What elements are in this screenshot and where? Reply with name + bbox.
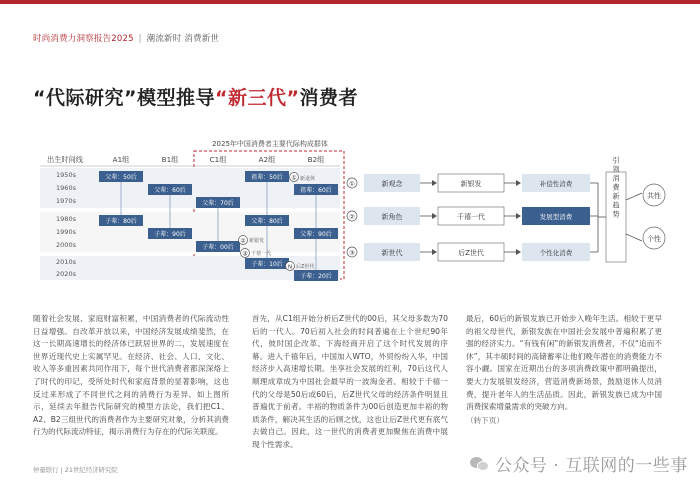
flow-row2-num: ② [349, 213, 355, 221]
flow-row1-label: 新观念 [381, 180, 403, 188]
b2-parent-label: 父辈：90后 [300, 231, 332, 238]
body-paragraph-3: 最后，60后的新银发族已开始步入晚年生活。相较于更早的祖父母世代，新银发族在中国社会发展中普遍积累了更强的经济实力。“有钱有闲”的新银发消费者，不仅“追而不休”，其丰硕时间的高储蓄率让他们晚年潜在的消费能力不容小觑。国家在近期出台的多项消费政策中都明确提出，要大力发展银发经济，营造消费新场景，鼓励退休人员消费，提升老年人的生活品质。因此，新银发族已成为中国消费探索增量需求的突破方向。 [466, 314, 662, 412]
birth-timeline-header: 出生时间线 [47, 155, 83, 164]
footer-credits: 仲量联行 | 21世纪经济研究院 [33, 466, 118, 474]
body-paragraph-1: 随着社会发展、家庭财富积累，中国消费者的代际流动性日益增强。自改革开放以来，中国经济发展成绩斐然，在这一长期高速增长的经济体已跃居世界的二，发展速度在世界近现代史上实属罕见。在经济、社会、人口、文化、收入等多重因素共同作用下，每个世代消费者都深深烙上了时代的印记，受所处时代和家庭背景的显著影响，这也反过来形成了不同世代之间的消费行为差异。如上图所示，延续去年报告代际研究的模型方法论，我们把C1、A2、B2三组世代的消费者作为主要研究对象，分析其消费行为的代际流动特征，揭示消费行为存在的代际关联度。 [33, 314, 229, 437]
body-column-2 [252, 313, 448, 452]
marker-n-letter: N [287, 264, 293, 271]
group-a1-header: A1组 [112, 155, 130, 164]
flow-row1-arrowhead1 [432, 180, 437, 186]
flow-row3-arrowhead1 [432, 249, 437, 255]
decade-2020s: 2020s [56, 270, 76, 278]
flow-row1-num: ① [349, 180, 355, 188]
outcome2-label: 个性 [647, 235, 661, 243]
flow-row2-arrowhead2 [516, 213, 521, 219]
watermark [470, 451, 688, 476]
b2-grand-label: 祖辈：60后 [300, 187, 332, 194]
flow-row3-arrowhead2 [516, 249, 521, 255]
outcome2-arrow [626, 234, 642, 241]
title-part2: 消费者 [299, 87, 358, 109]
flow-row3-num: ③ [349, 249, 355, 257]
b2-child-label: 子辈：20后 [300, 273, 332, 280]
flow-row2-group: 千禧一代 [457, 213, 485, 221]
flow-row3-result: 个性化消费 [539, 249, 573, 257]
decade-1960s: 1960s [56, 184, 76, 192]
outcome1-label: 共性 [647, 192, 661, 200]
b1-parent-label: 父辈：60后 [154, 187, 186, 194]
decade-2010s: 2010s [56, 258, 76, 266]
continued-next-page: （转下页） [466, 415, 504, 425]
marker-a2-num: ③ [242, 250, 248, 258]
group-b2-header: B2组 [307, 155, 325, 164]
outcome1-arrow [626, 193, 642, 200]
group-b1-header: B1组 [161, 155, 179, 164]
title-accent: “新三代” [214, 87, 300, 109]
decade-1950s: 1950s [56, 171, 76, 179]
body-paragraph-2: 首先，从C1组开始分析后Z世代的00后，其父母多数为70后的一代人。70后初入社会的时间普遍在上个世纪90年代，彼时国企改革、下海经商开启了这个时代发展的序幕。进入千禧年后，中国加入WTO，外贸纷纷入华，中国经济步入高速增长期。坐享社会发展的红利，70后这代人顺理成章成为中国社会最早的一波淘金者。相较于千禧一代的父母是50后或60后，后Z世代父母的经济条件明显且普遍优于前者。丰裕的物质条件为00后创造更加丰裕的物质条件，解决其生活的后顾之忧，这也让后Z世代更有底气去做自己。因此，这一世代的消费者更加聚焦在消费中展现个性需求。 [252, 314, 448, 449]
report-section: 潮流新时 消费新世 [146, 34, 220, 44]
c1-child-label: 子辈：00后 [202, 244, 234, 251]
marker-n-note: 后Z世代 [296, 264, 315, 270]
marker-a2-note: 千禧一代 [251, 251, 272, 257]
decade-1980s: 1980s [56, 215, 76, 223]
c1-parent-label: 父辈：70后 [202, 200, 234, 207]
watermark-text: 公众号 · 互联网的一些事 [495, 456, 688, 476]
flow-row1-group: 新银发 [460, 180, 482, 188]
marker-c1-num: ② [240, 237, 246, 245]
chart-caption: 2025年中国消费者主要代际构成群体 [212, 140, 328, 148]
body-column-3 [466, 313, 662, 427]
marker-c1-note: 新银发 [249, 238, 265, 244]
wechat-icon [470, 456, 490, 473]
a2-parent-label: 父辈：80后 [251, 218, 283, 225]
flow-row3-label: 新世代 [381, 249, 403, 257]
group-a2-header: A2组 [258, 155, 276, 164]
header-separator: | [138, 34, 142, 44]
flow-row2-label: 新角色 [381, 213, 403, 221]
center-trend-label: 引领消费新趋势 [612, 156, 620, 220]
flow-row2-arrowhead1 [432, 213, 437, 219]
marker-b2-note: 新退休 [300, 176, 316, 182]
marker-b2-num: ① [291, 174, 297, 182]
decade-1990s: 1990s [56, 228, 76, 236]
body-column-1 [33, 313, 229, 439]
flow-row3-group: 后Z世代 [458, 249, 484, 257]
decade-1970s: 1970s [56, 197, 76, 205]
group-c1-header: C1组 [209, 155, 227, 164]
title-part1: “代际研究”模型推导 [33, 87, 215, 109]
a1-child-label: 子辈：80后 [105, 218, 137, 225]
a2-grand-label: 祖辈：50后 [251, 174, 283, 181]
decade-2000s: 2000s [56, 241, 76, 249]
flow-row1-arrowhead2 [516, 180, 521, 186]
a1-parent-label: 父辈：50后 [105, 174, 137, 181]
flow-row2-result: 发展型消费 [539, 213, 573, 221]
report-title: 时尚消费力洞察报告2025 [33, 34, 134, 44]
b1-child-label: 子辈：90后 [154, 231, 186, 238]
flow-row1-result: 补偿性消费 [539, 180, 573, 188]
a2-child-label: 子辈：10后 [251, 261, 283, 268]
